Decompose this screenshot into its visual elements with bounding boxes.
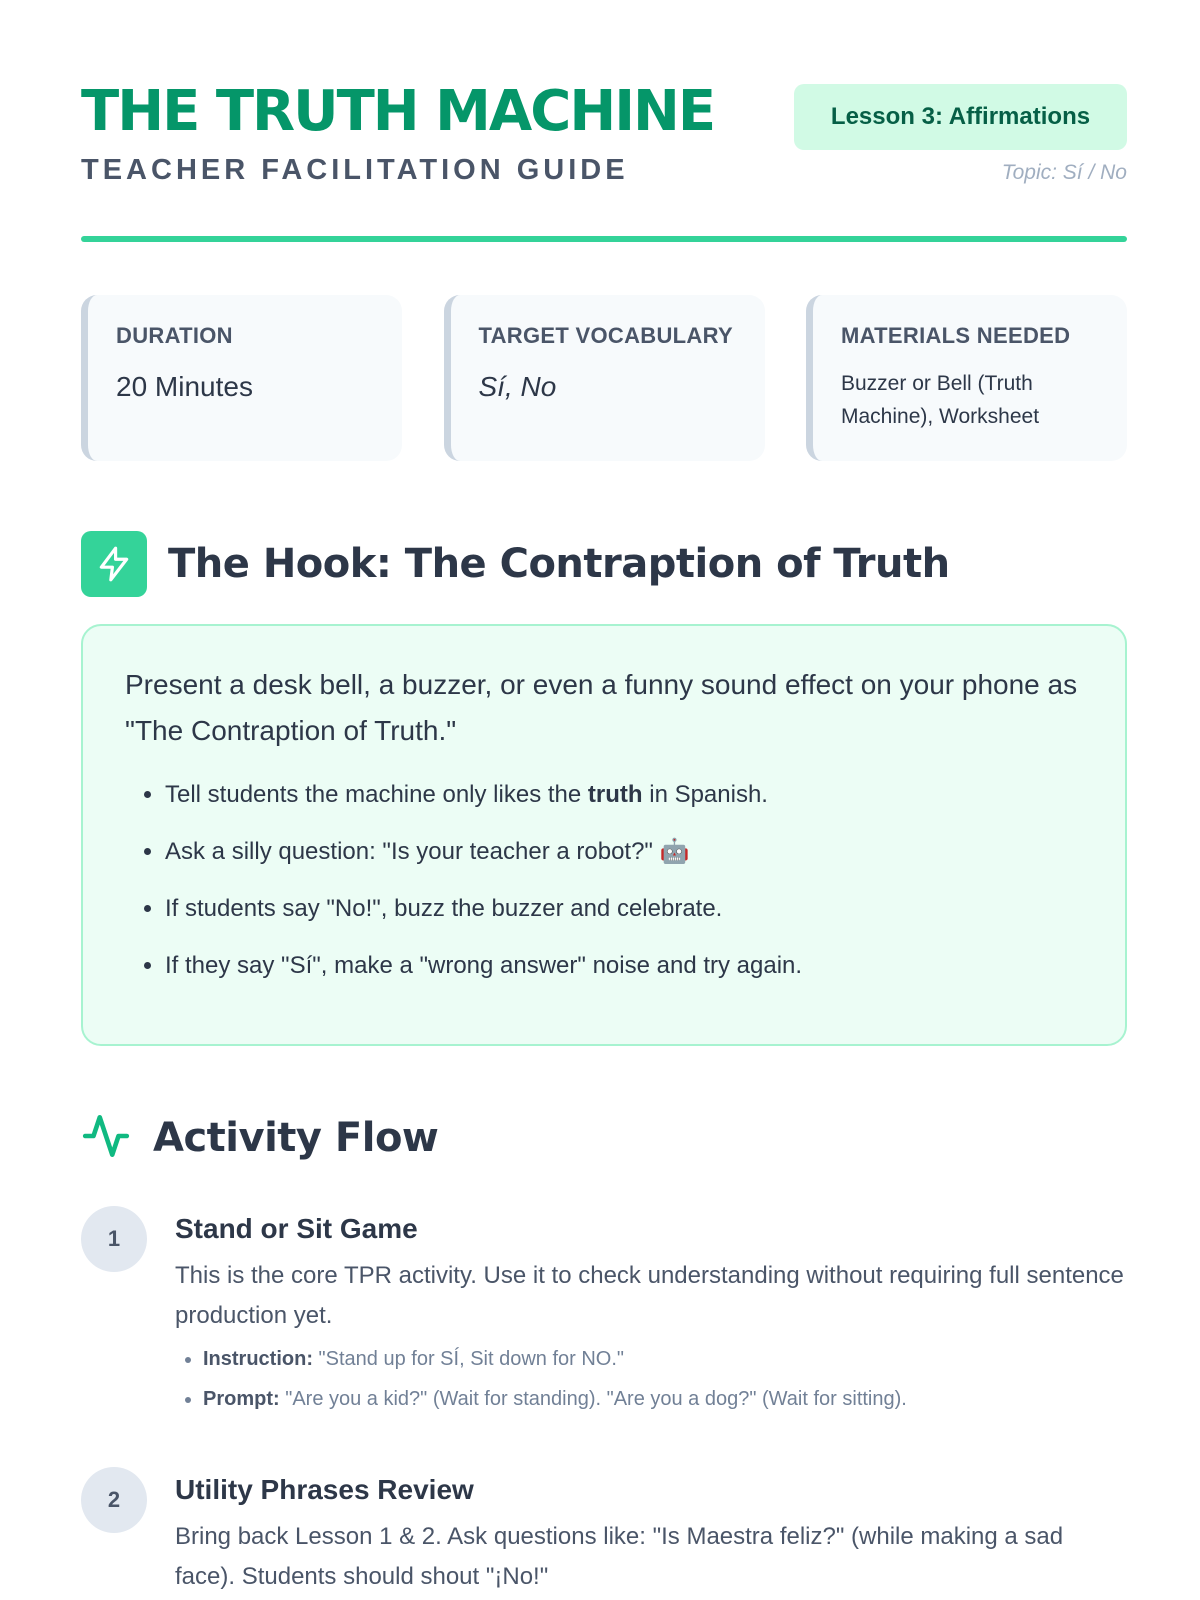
- list-item: • Instruction: "Stand up for SÍ, Sit down for NO.": [203, 1346, 1127, 1372]
- lesson-badge: Lesson 3: Affirmations: [794, 84, 1127, 150]
- duration-card: [81, 295, 402, 461]
- step-description: This is the core TPR activity. Use it to check understanding without requiring full sentence production yet.: [175, 1262, 1124, 1329]
- activity-pulse-icon: [81, 1111, 131, 1166]
- card-value: 20 Minutes: [116, 371, 253, 402]
- list-item: • Ask a silly question: "Is your teacher a robot?" 🤖: [165, 837, 1085, 867]
- step-number: 1: [81, 1206, 147, 1272]
- step-description: Bring back Lesson 1 & 2. Ask questions like: "Is Maestra feliz?" (while making a sad face). Students should shout "¡No!": [175, 1523, 1064, 1590]
- step-list: [175, 1346, 1127, 1412]
- page-title: THE TRUTH MACHINE: [81, 79, 715, 144]
- info-cards: [81, 295, 1127, 461]
- list-item: • If students say "No!", buzz the buzzer and celebrate.: [165, 894, 1085, 924]
- card-label: MATERIALS NEEDED: [841, 323, 1071, 348]
- lesson-guide-page: [81, 0, 1127, 1590]
- hook-intro: Present a desk bell, a buzzer, or even a funny sound effect on your phone as "The Contraption of Truth.": [125, 669, 1078, 746]
- hook-section-header: [81, 531, 950, 597]
- page-subtitle: TEACHER FACILITATION GUIDE: [81, 154, 629, 186]
- hook-box: [81, 624, 1127, 1046]
- materials-card: [806, 295, 1127, 461]
- step-number: 2: [81, 1467, 147, 1533]
- card-value: Buzzer or Bell (Truth Machine), Worksheet: [841, 372, 1040, 428]
- activity-flow-header: [81, 1110, 438, 1166]
- step-body: [175, 1206, 1127, 1426]
- list-item: • If they say "Sí", make a "wrong answer" noise and try again.: [165, 951, 1085, 981]
- vocabulary-card: [444, 295, 765, 461]
- step-title: Stand or Sit Game: [175, 1213, 418, 1244]
- lightning-icon: [81, 531, 147, 597]
- card-label: TARGET VOCABULARY: [478, 323, 733, 348]
- topic-label: Topic: Sí / No: [1001, 161, 1127, 184]
- card-value: Sí, No: [478, 371, 557, 402]
- hook-title: The Hook: The Contraption of Truth: [168, 541, 950, 587]
- activity-flow-title: Activity Flow: [153, 1115, 439, 1161]
- card-label: DURATION: [116, 323, 233, 348]
- step-body: [175, 1467, 1127, 1597]
- header: [81, 0, 1127, 242]
- hook-list: [125, 780, 1085, 981]
- header-divider: [81, 236, 1127, 242]
- list-item: • Tell students the machine only likes the truth in Spanish.: [165, 780, 1085, 810]
- list-item: • Prompt: "Are you a kid?" (Wait for standing). "Are you a dog?" (Wait for sitting).: [203, 1386, 1127, 1412]
- step-title: Utility Phrases Review: [175, 1474, 474, 1505]
